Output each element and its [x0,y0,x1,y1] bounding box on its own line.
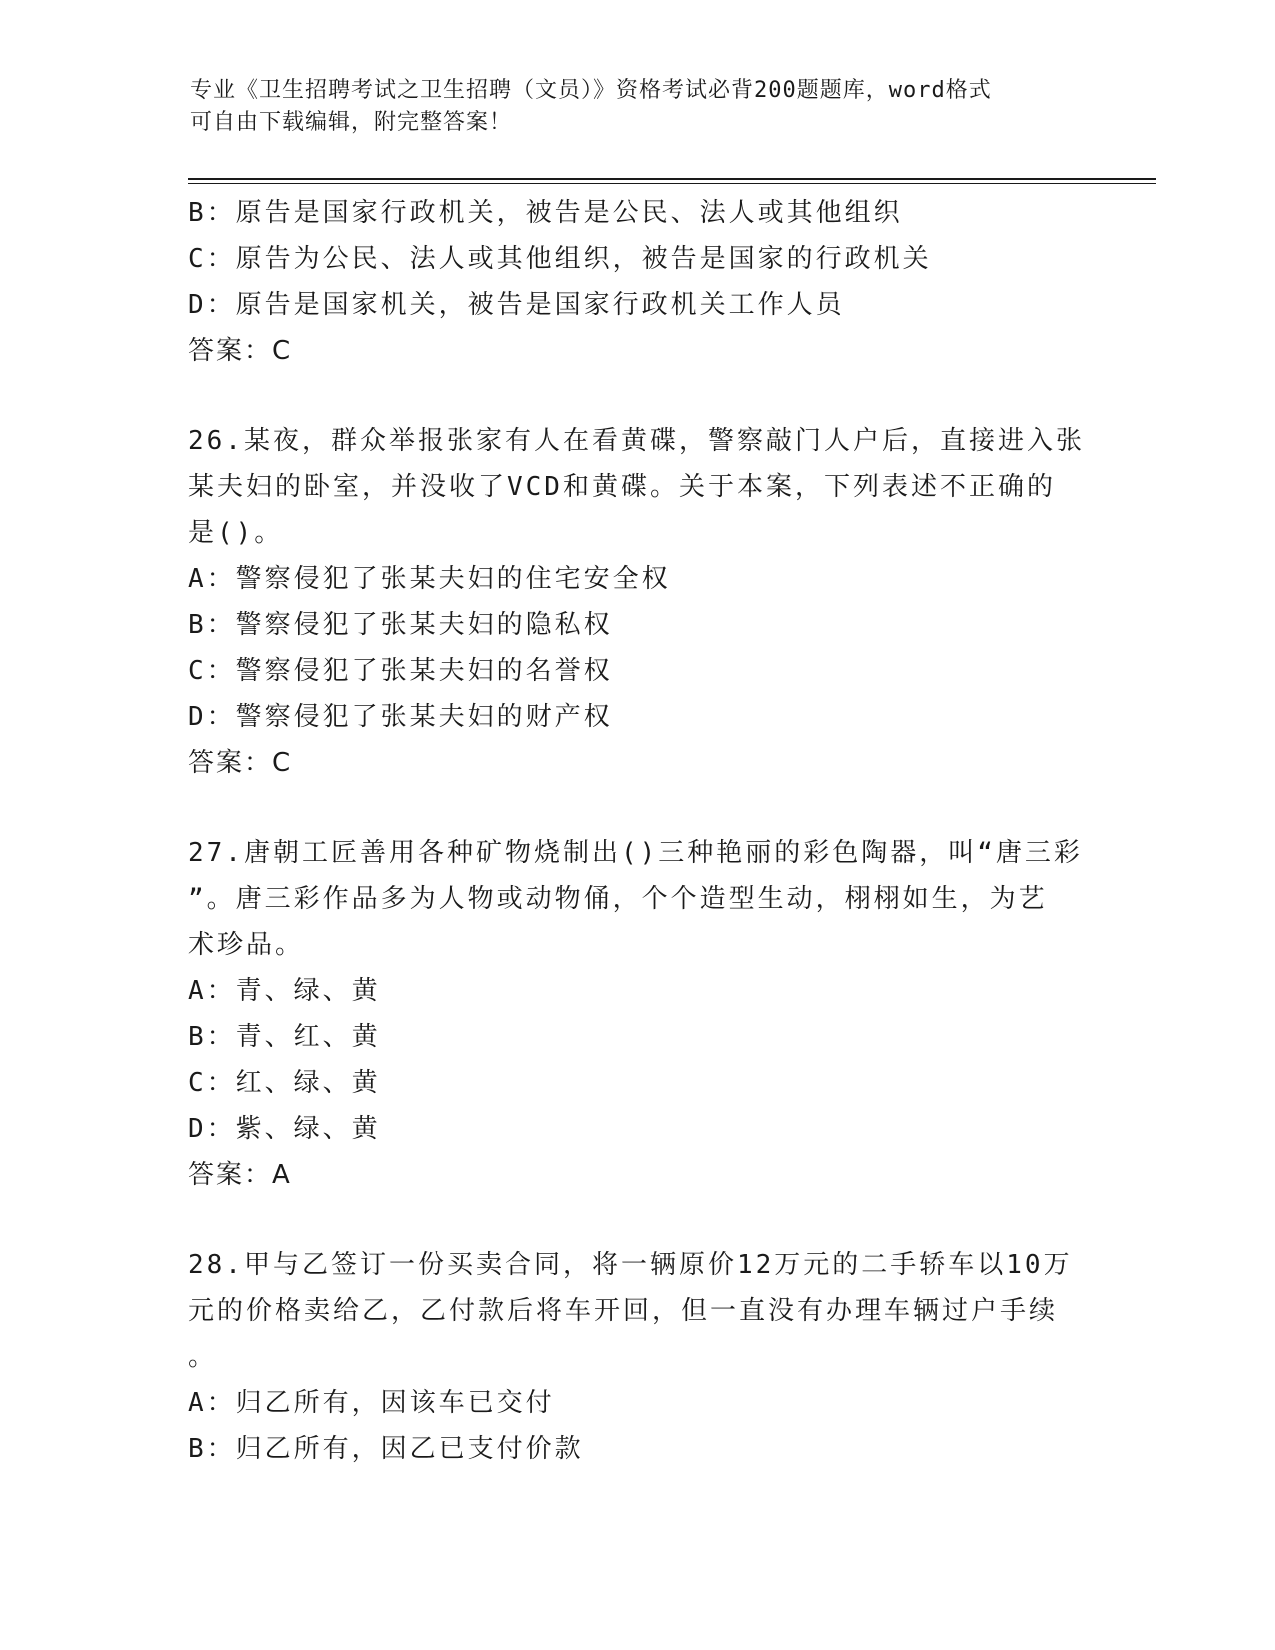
option-b: B：原告是国家行政机关，被告是公民、法人或其他组织 [188,198,903,228]
header-rule-thin [188,183,1156,184]
question-stem-line: 是()。 [188,518,284,548]
option-a: A：警察侵犯了张某夫妇的住宅安全权 [188,564,671,594]
question-stem-line: 。 [188,1342,218,1372]
question-stem-line: ”。唐三彩作品多为人物或动物俑，个个造型生动，栩栩如生，为艺 [188,884,1048,914]
question-stem-line: 术珍品。 [188,930,305,960]
option-d: D：警察侵犯了张某夫妇的财产权 [188,702,613,732]
question-block-28 [188,1242,1088,1472]
option-d: D：原告是国家机关，被告是国家行政机关工作人员 [188,290,845,320]
question-block-prev [188,190,1088,374]
spacer [188,1198,1088,1242]
question-stem-line: 28.甲与乙签订一份买卖合同，将一辆原价12万元的二手轿车以10万 [188,1250,1073,1280]
option-c: C：警察侵犯了张某夫妇的名誉权 [188,656,613,686]
option-d: D：紫、绿、黄 [188,1114,381,1144]
answer-line: 答案：C [188,336,293,366]
option-c: C：红、绿、黄 [188,1068,381,1098]
option-a: A：归乙所有，因该车已交付 [188,1388,555,1418]
spacer [188,374,1088,418]
option-b: B：警察侵犯了张某夫妇的隐私权 [188,610,613,640]
header-line-1: 专业《卫生招聘考试之卫生招聘（文员）》资格考试必背200题题库，word格式 [190,78,992,103]
document-header [190,75,1090,139]
header-line-2: 可自由下载编辑，附完整答案！ [190,110,513,135]
question-stem-line: 26.某夜，群众举报张家有人在看黄碟，警察敲门人户后，直接进入张 [188,426,1085,456]
question-stem-line: 27.唐朝工匠善用各种矿物烧制出()三种艳丽的彩色陶器，叫“唐三彩 [188,838,1083,868]
answer-line: 答案：A [188,1160,292,1190]
option-c: C：原告为公民、法人或其他组织，被告是国家的行政机关 [188,244,932,274]
option-b: B：归乙所有，因乙已支付价款 [188,1434,584,1464]
header-rule-thick [188,178,1156,180]
answer-line: 答案：C [188,748,293,778]
document-body [188,190,1088,1472]
question-stem-line: 元的价格卖给乙，乙付款后将车开回，但一直没有办理车辆过户手续 [188,1296,1059,1326]
option-a: A：青、绿、黄 [188,976,381,1006]
question-block-27 [188,830,1088,1198]
question-stem-line: 某夫妇的卧室，并没收了VCD和黄碟。关于本案，下列表述不正确的 [188,472,1056,502]
option-b: B：青、红、黄 [188,1022,381,1052]
question-block-26 [188,418,1088,786]
spacer [188,786,1088,830]
